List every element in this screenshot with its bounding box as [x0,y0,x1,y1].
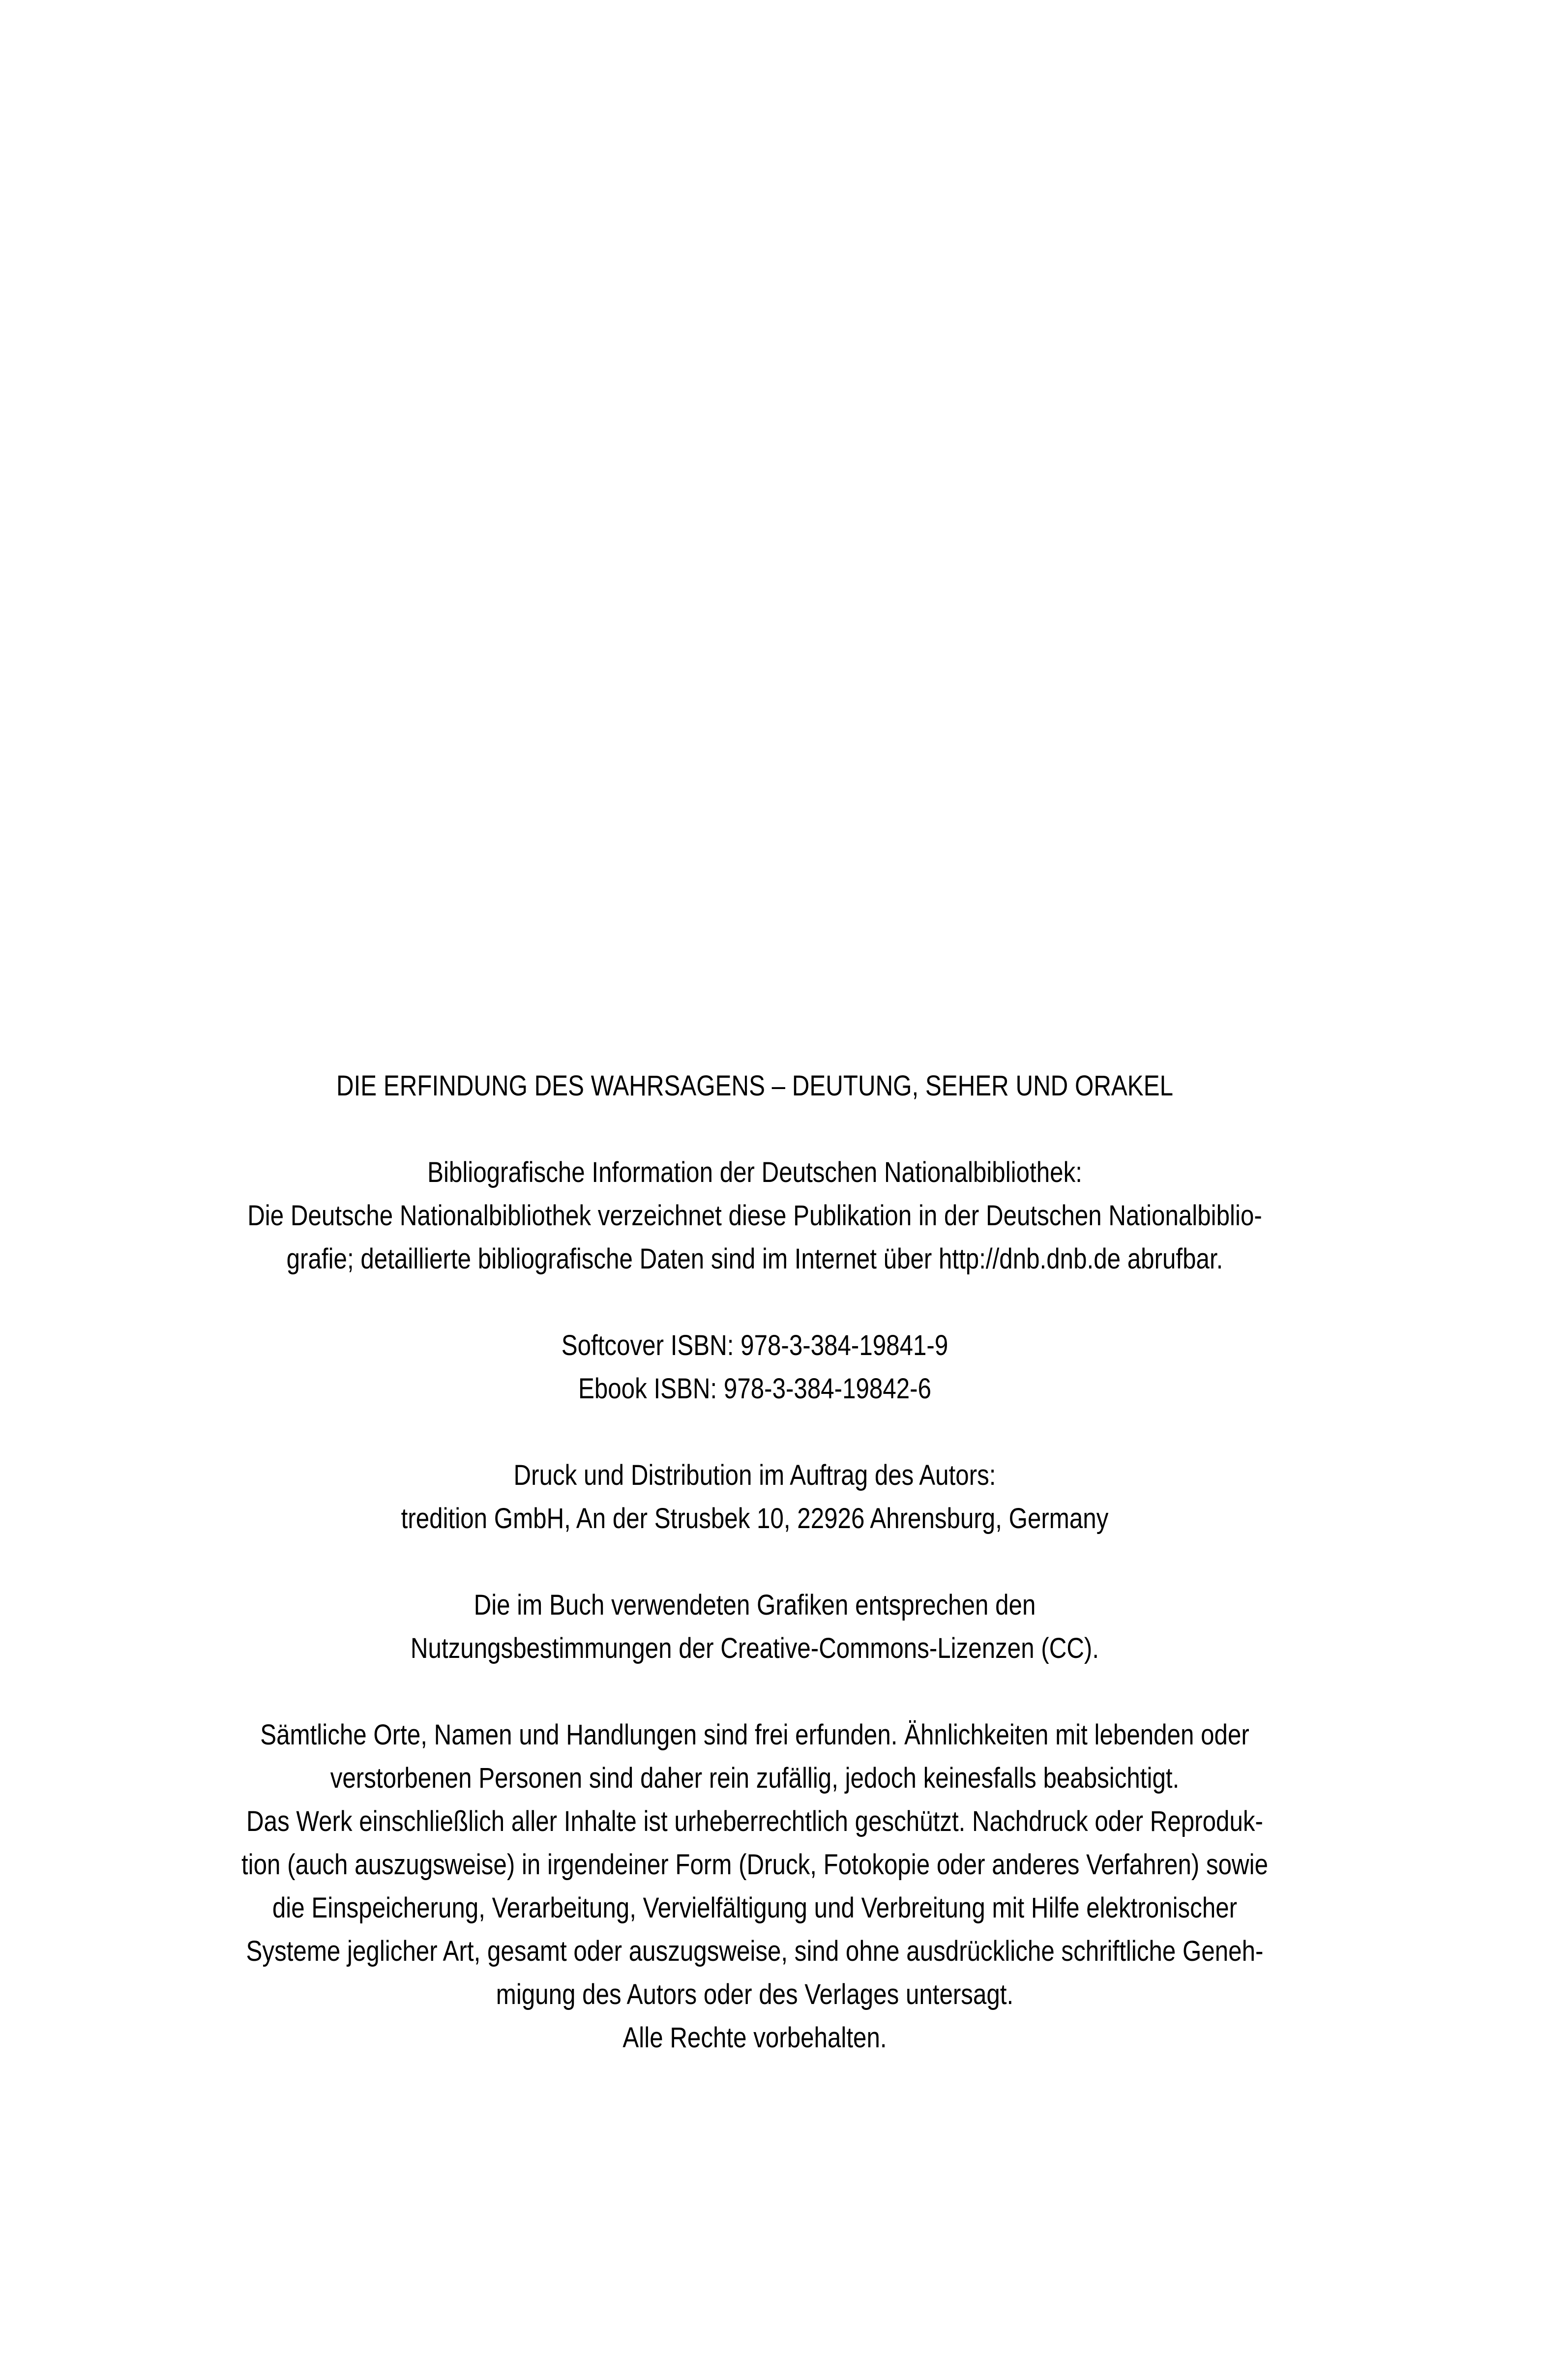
publisher-block [113,1454,1396,1540]
ebook-isbn: Ebook ISBN: 978-3-384-19842-6 [578,1373,932,1405]
bibliographic-line-1: Die Deutsche Nationalbibliothek verzeichnet diese Publikation in der Deutschen Nationalbiblio- [247,1200,1262,1232]
isbn-block [113,1324,1396,1411]
legal-notice-line: verstorbenen Personen sind daher rein zufällig, jedoch keinesfalls beabsichtigt. [330,1762,1180,1794]
publisher-line-1: Druck und Distribution im Auftrag des Autors: [513,1459,996,1491]
bibliographic-line-2: grafie; detaillierte bibliografische Daten sind im Internet über http://dnb.dnb.de abrufbar. [286,1243,1223,1275]
all-rights-reserved: Alle Rechte vorbehalten. [622,2022,887,2054]
softcover-isbn: Softcover ISBN: 978-3-384-19841-9 [561,1329,948,1361]
legal-notice-line: migung des Autors oder des Verlages untersagt. [496,1978,1014,2010]
book-title-block [113,1064,1396,1108]
graphics-notice [113,1584,1396,1670]
book-title: DIE ERFINDUNG DES WAHRSAGENS – DEUTUNG, SEHER UND ORAKEL [336,1070,1173,1102]
bibliographic-info [113,1151,1396,1281]
legal-notice-line: Systeme jeglicher Art, gesamt oder auszugsweise, sind ohne ausdrückliche schriftliche Geneh- [246,1935,1264,1967]
publisher-address: tredition GmbH, An der Strusbek 10, 22926 Ahrensburg, Germany [401,1503,1109,1534]
legal-notice-line: Sämtliche Orte, Namen und Handlungen sind frei erfunden. Ähnlichkeiten mit lebenden oder [260,1719,1249,1751]
legal-notice [113,1713,1396,2060]
graphics-notice-line-1: Die im Buch verwendeten Grafiken entsprechen den [473,1589,1036,1621]
legal-notice-line: die Einspeicherung, Verarbeitung, Vervielfältigung und Verbreitung mit Hilfe elektronischer [272,1892,1238,1924]
legal-notice-line: tion (auch auszugsweise) in irgendeiner Form (Druck, Fotokopie oder anderes Verfahren) sowie [241,1849,1269,1881]
bibliographic-heading: Bibliografische Information der Deutschen Nationalbibliothek: [427,1156,1082,1188]
imprint-text-block [113,1064,1396,2060]
graphics-notice-line-2: Nutzungsbestimmungen der Creative-Commons-Lizenzen (CC). [410,1632,1099,1664]
legal-notice-line: Das Werk einschließlich aller Inhalte ist urheberrechtlich geschützt. Nachdruck oder Reproduk- [246,1805,1263,1837]
